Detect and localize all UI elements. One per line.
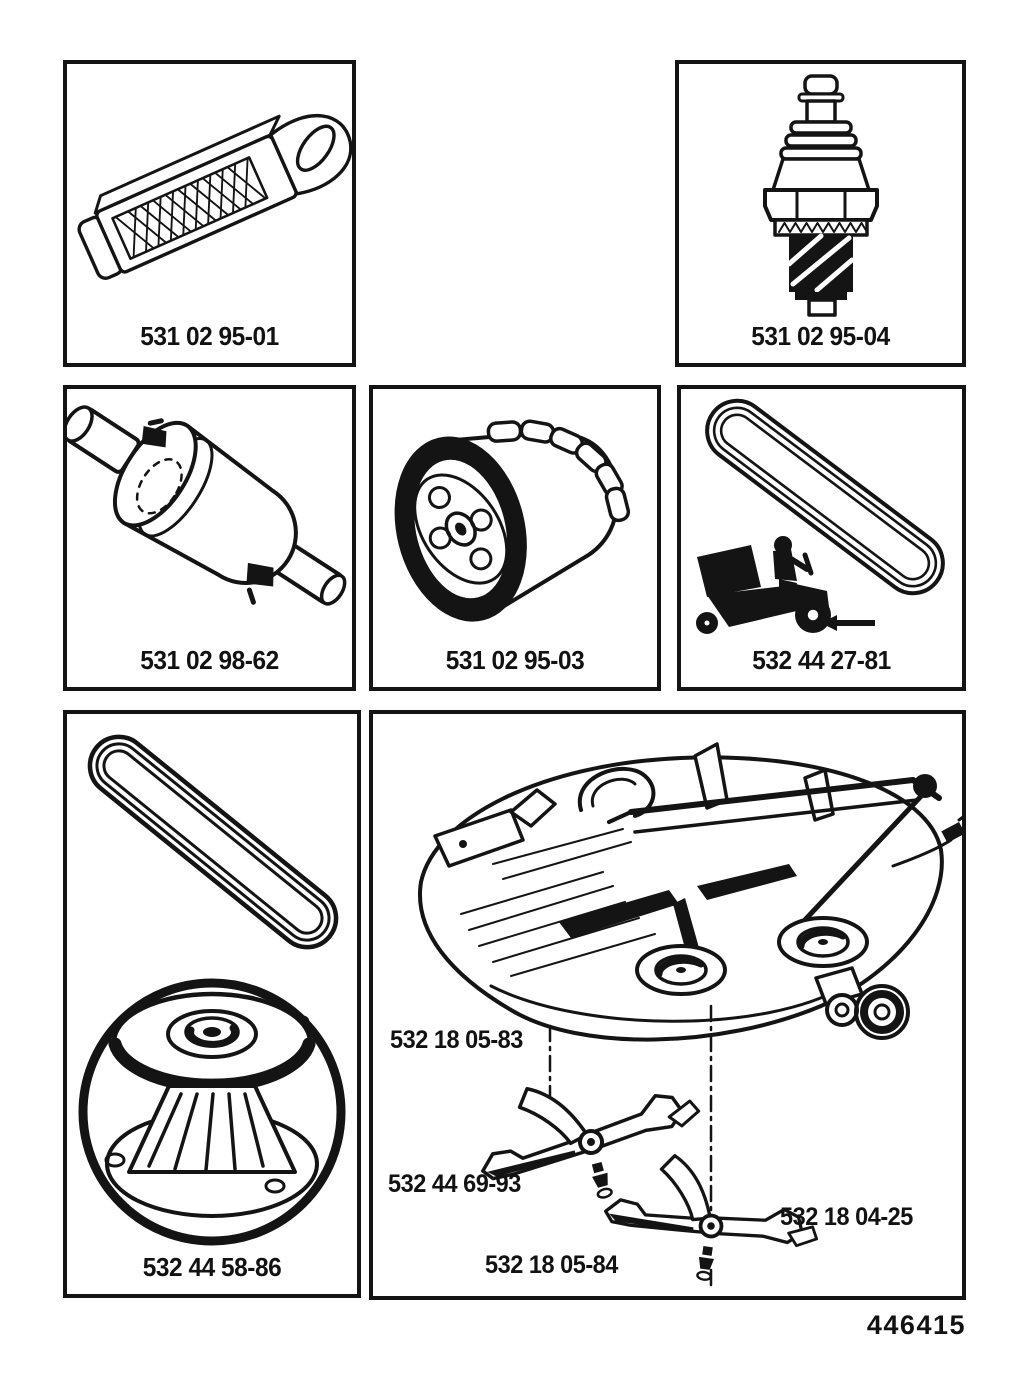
panel-air-filter <box>63 60 356 367</box>
page-number: 446415 <box>866 1310 966 1340</box>
part-number-muffler: 531 02 98-62 <box>140 645 279 675</box>
v-belt-tractor-icon <box>681 389 962 687</box>
deck-label-blade-3: 532 18 05-84 <box>485 1251 618 1279</box>
deck-label-blade-4: 532 18 04-25 <box>780 1203 913 1231</box>
muffler-icon <box>67 389 352 687</box>
panel-muffler <box>63 385 356 691</box>
panel-oil-filter <box>369 385 661 691</box>
part-number-deck-belt-mandrel: 532 44 58-86 <box>142 1252 282 1282</box>
deck-belt-mandrel-icon <box>67 714 357 1294</box>
part-number-spark-plug: 531 02 95-04 <box>751 321 890 351</box>
spark-plug-icon <box>679 64 962 363</box>
deck-label-blade-1: 532 18 05-83 <box>390 1026 523 1054</box>
spindle-pulley-icon <box>779 918 867 966</box>
deck-label-blade-2: 532 44 69-93 <box>388 1170 521 1198</box>
air-filter-icon <box>67 64 352 363</box>
tractor-icon <box>696 536 831 634</box>
panel-spark-plug <box>675 60 966 367</box>
oil-filter-icon <box>373 389 657 687</box>
panel-mower-deck <box>369 710 966 1300</box>
panel-ground-drive-belt <box>677 385 966 691</box>
spindle-pulley-icon <box>637 946 725 994</box>
part-number-oil-filter: 531 02 95-03 <box>445 645 585 675</box>
part-number-ground-drive-belt: 532 44 27-81 <box>752 645 891 675</box>
panel-deck-belt-mandrel <box>63 710 361 1298</box>
part-number-air-filter: 531 02 95-01 <box>140 321 279 351</box>
